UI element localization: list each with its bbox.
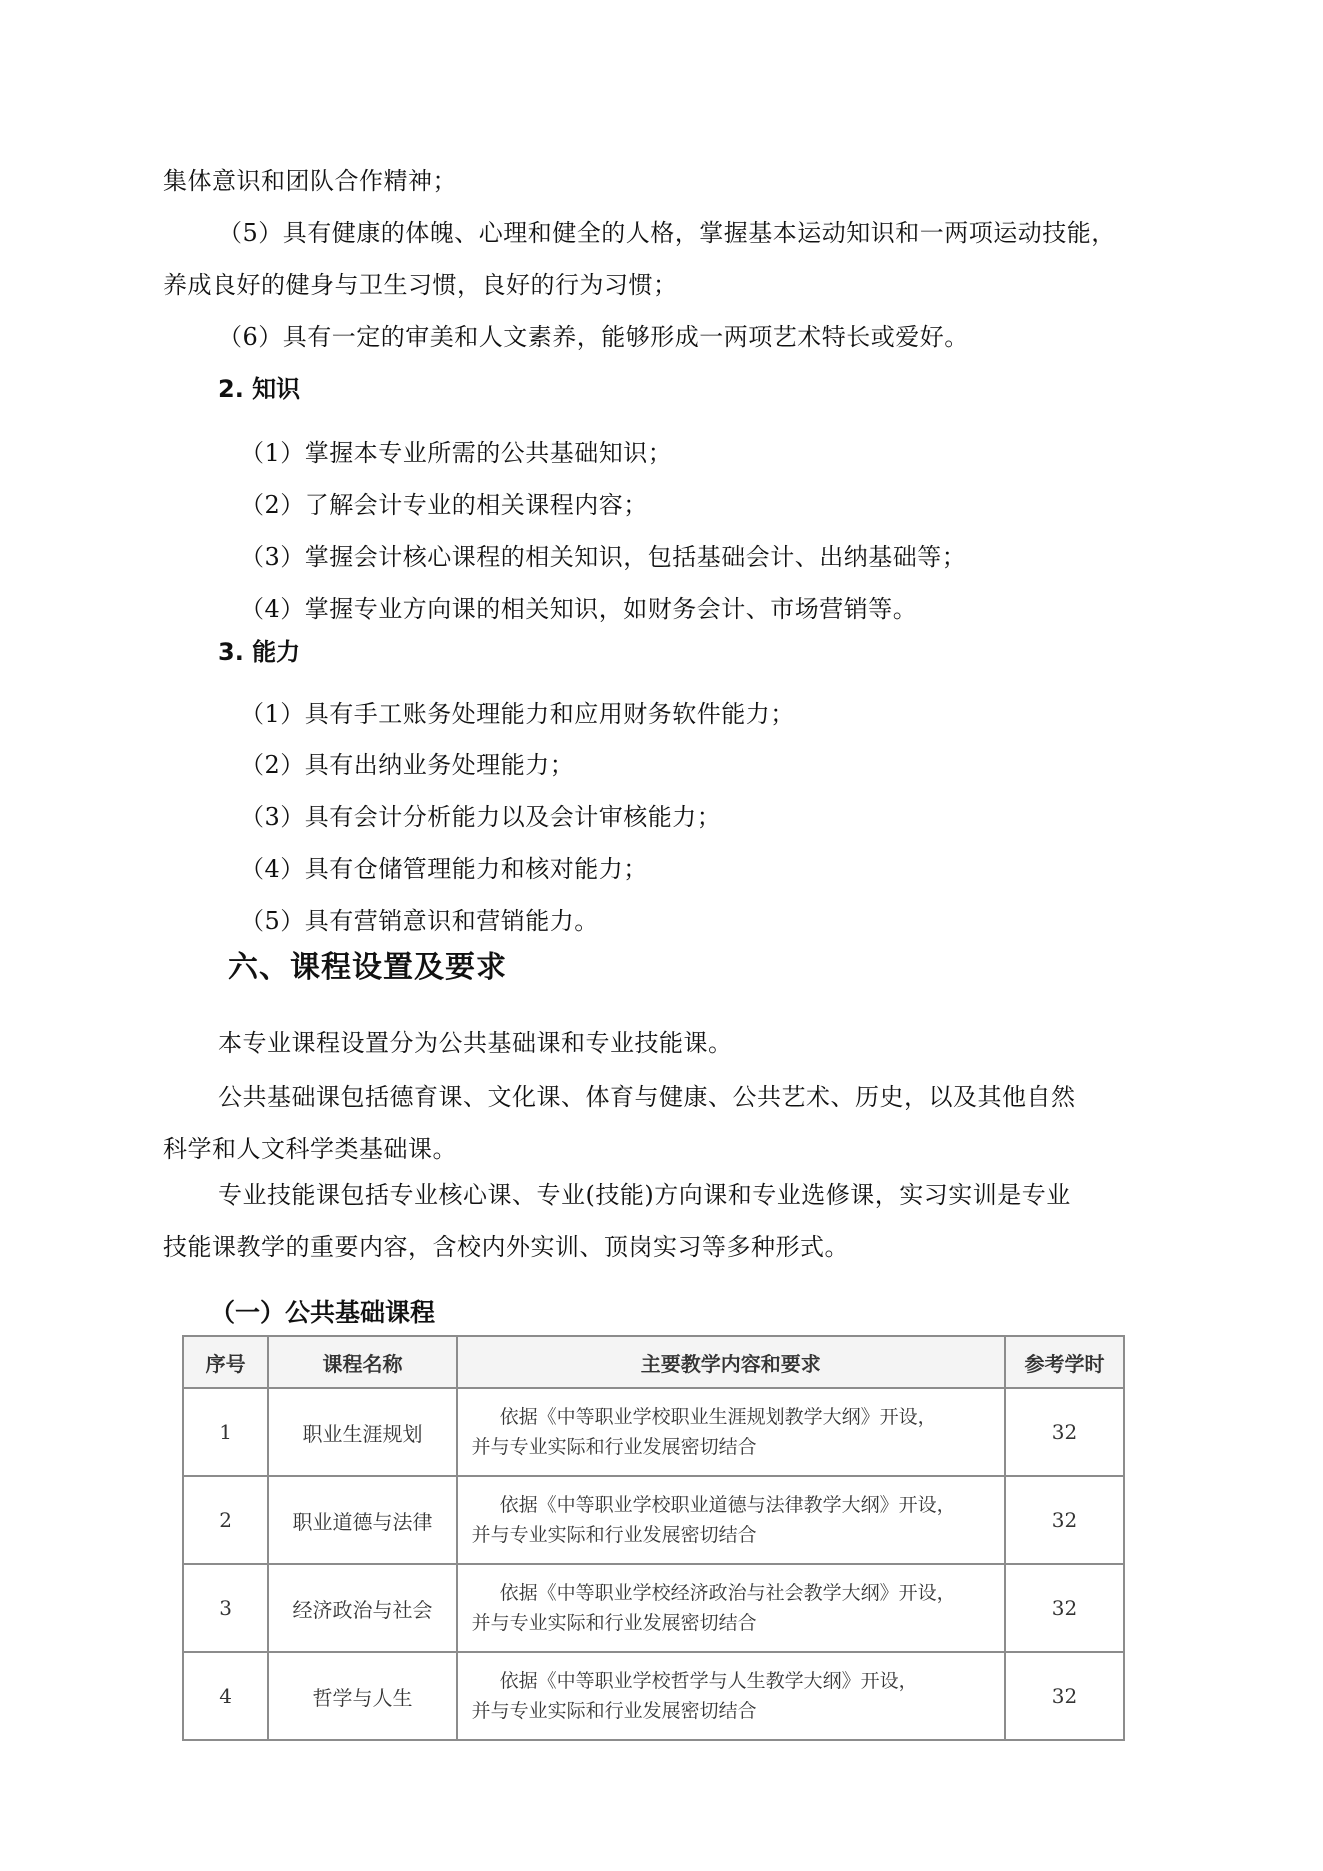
course-table	[182, 1335, 1125, 1741]
cell-content	[457, 1388, 1005, 1476]
content-line: 并与专业实际和行业发展密切结合	[471, 1700, 757, 1722]
paragraph-line: 本专业课程设置分为公共基础课和专业技能课。	[218, 1029, 733, 1057]
header-no: 序号	[183, 1336, 268, 1388]
cell-no: 4	[183, 1652, 268, 1740]
content-line: 依据《中等职业学校职业道德与法律教学大纲》开设，	[499, 1494, 956, 1516]
cell-content	[457, 1652, 1005, 1740]
paragraph-line: （5）具有健康的体魄、心理和健全的人格，掌握基本运动知识和一两项运动技能，	[218, 219, 1116, 247]
content-line: 依据《中等职业学校哲学与人生教学大纲》开设，	[499, 1670, 918, 1692]
cell-name: 哲学与人生	[268, 1652, 456, 1740]
header-hours: 参考学时	[1005, 1336, 1124, 1388]
cell-hours: 32	[1005, 1564, 1124, 1652]
paragraph-line: 集体意识和团队合作精神；	[163, 167, 457, 195]
table-header-row	[183, 1336, 1124, 1388]
cell-hours: 32	[1005, 1476, 1124, 1564]
section-heading: 六、课程设置及要求	[228, 950, 507, 985]
knowledge-item: （1）掌握本专业所需的公共基础知识；	[240, 439, 673, 467]
cell-name: 职业生涯规划	[268, 1388, 456, 1476]
knowledge-item: （2）了解会计专业的相关课程内容；	[240, 491, 648, 519]
ability-item: （5）具有营销意识和营销能力。	[240, 907, 599, 935]
content-line: 依据《中等职业学校职业生涯规划教学大纲》开设，	[499, 1406, 937, 1428]
ability-item: （2）具有出纳业务处理能力；	[240, 751, 575, 779]
cell-content	[457, 1564, 1005, 1652]
content-line: 并与专业实际和行业发展密切结合	[471, 1436, 757, 1458]
paragraph-line: （6）具有一定的审美和人文素养，能够形成一两项艺术特长或爱好。	[218, 323, 969, 351]
content-line: 依据《中等职业学校经济政治与社会教学大纲》开设，	[499, 1582, 956, 1604]
table-row	[183, 1476, 1124, 1564]
paragraph-line: 科学和人文科学类基础课。	[163, 1135, 457, 1163]
ability-item: （4）具有仓储管理能力和核对能力；	[240, 855, 648, 883]
table-title: （一）公共基础课程	[210, 1298, 436, 1327]
cell-hours: 32	[1005, 1388, 1124, 1476]
knowledge-item: （3）掌握会计核心课程的相关知识，包括基础会计、出纳基础等；	[240, 543, 967, 571]
table-row	[183, 1388, 1124, 1476]
table-row	[183, 1652, 1124, 1740]
cell-no: 3	[183, 1564, 268, 1652]
header-content: 主要教学内容和要求	[457, 1336, 1005, 1388]
knowledge-heading: 2. 知识	[218, 375, 301, 403]
cell-no: 1	[183, 1388, 268, 1476]
table-row	[183, 1564, 1124, 1652]
header-name: 课程名称	[268, 1336, 456, 1388]
ability-item: （3）具有会计分析能力以及会计审核能力；	[240, 803, 722, 831]
paragraph-line: 技能课教学的重要内容，含校内外实训、顶岗实习等多种形式。	[163, 1233, 849, 1261]
cell-no: 2	[183, 1476, 268, 1564]
cell-hours: 32	[1005, 1652, 1124, 1740]
paragraph-line: 专业技能课包括专业核心课、专业(技能)方向课和专业选修课，实习实训是专业	[218, 1181, 1071, 1209]
knowledge-item: （4）掌握专业方向课的相关知识，如财务会计、市场营销等。	[240, 595, 918, 623]
cell-name: 经济政治与社会	[268, 1564, 456, 1652]
ability-item: （1）具有手工账务处理能力和应用财务软件能力；	[240, 700, 795, 728]
cell-name: 职业道德与法律	[268, 1476, 456, 1564]
content-line: 并与专业实际和行业发展密切结合	[471, 1612, 757, 1634]
content-line: 并与专业实际和行业发展密切结合	[471, 1524, 757, 1546]
paragraph-line: 公共基础课包括德育课、文化课、体育与健康、公共艺术、历史，以及其他自然	[218, 1083, 1076, 1111]
paragraph-line: 养成良好的健身与卫生习惯，良好的行为习惯；	[163, 271, 678, 299]
cell-content	[457, 1476, 1005, 1564]
ability-heading: 3. 能力	[218, 638, 301, 666]
